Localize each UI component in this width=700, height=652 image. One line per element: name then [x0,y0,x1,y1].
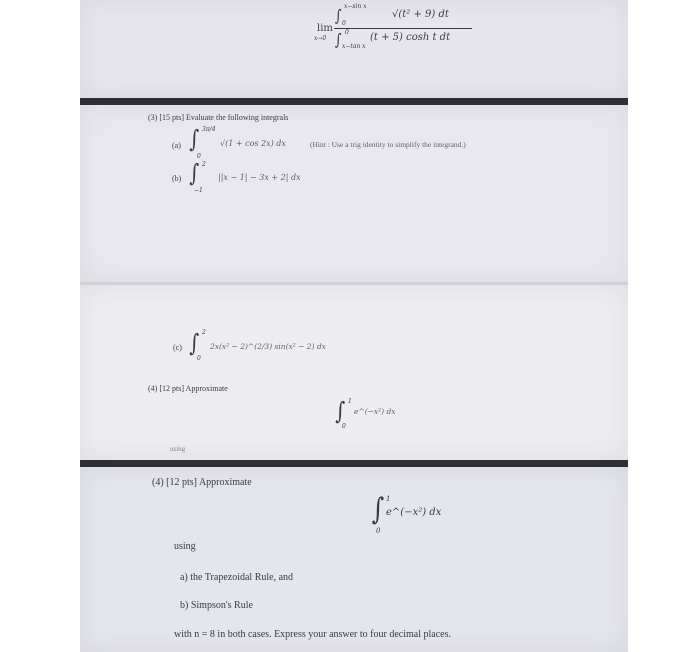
part-b-integral-sign: ∫ [189,159,200,187]
panel-evaluate-integrals [80,105,628,282]
denominator-upper-limit: 0 [345,29,349,36]
separator-1 [80,98,628,105]
q4-integrand-faded: e^(−x²) dx [354,407,396,416]
part-c-integral-sign: ∫ [189,329,200,357]
part-b-integrand: ||x − 1| − 3x + 2| dx [218,173,301,182]
part-b-lower-limit: −1 [194,187,203,194]
q4-lower-limit-faded: 0 [342,423,346,430]
fraction-bar [334,28,472,29]
numerator-upper-limit: x−sin x [344,3,367,10]
part-c-lower-limit: 0 [197,355,201,362]
denominator-lower-limit: x−tan x [342,43,366,50]
approx-integral-sign: ∫ [371,492,385,527]
panel-approximate [80,467,628,652]
q4-heading: (4) [12 pts] Approximate [152,477,252,488]
numerator-integral-sign: ∫ [334,6,342,25]
approx-lower-limit: 0 [376,527,381,535]
q4-heading-faded: (4) [12 pts] Approximate [148,384,228,393]
part-a-lower-limit: 0 [197,153,201,160]
limit-label: lim [317,23,333,34]
part-a-integrand: √(1 + cos 2x) dx [220,139,286,148]
limit-subscript: x→0 [314,35,327,42]
q3-heading: (3) [15 pts] Evaluate the following integrals [148,113,289,122]
using-label: using [174,541,196,552]
denominator-integral-sign: ∫ [334,30,342,49]
denominator-integrand: (t + 5) cosh t dt [370,32,451,43]
separator-3 [80,460,628,467]
part-c-integrand: 2x(x² − 2)^(2/3) sin(x² − 2) dx [210,342,326,351]
approx-integrand: e^(−x²) dx [386,507,442,518]
part-a-integral-sign: ∫ [189,125,200,153]
item-a-trapezoidal: a) the Trapezoidal Rule, and [180,572,294,583]
panel-limit-problem [80,0,628,98]
q4-integral-sign-faded: ∫ [335,397,346,425]
approx-upper-limit: 1 [386,495,391,503]
panel-part-c [80,285,628,460]
part-b-upper-limit: 2 [202,161,206,168]
part-a-label: (a) [172,141,181,150]
part-c-upper-limit: 2 [202,329,206,336]
numerator-lower-limit: 0 [342,20,346,27]
part-b-label: (b) [172,174,182,183]
part-a-upper-limit: 3π/4 [202,126,216,133]
closing-instructions: with n = 8 in both cases. Express your answer to four decimal places. [174,629,451,640]
numerator-integrand: √(t² + 9) dt [392,9,449,20]
item-b-simpson: b) Simpson's Rule [180,600,253,611]
using-label-faded: using [170,445,186,453]
q4-upper-limit-faded: 1 [348,398,352,405]
part-a-hint: (Hint : Use a trig identity to simplify the integrand.) [310,140,466,149]
part-c-label: (c) [173,343,182,352]
